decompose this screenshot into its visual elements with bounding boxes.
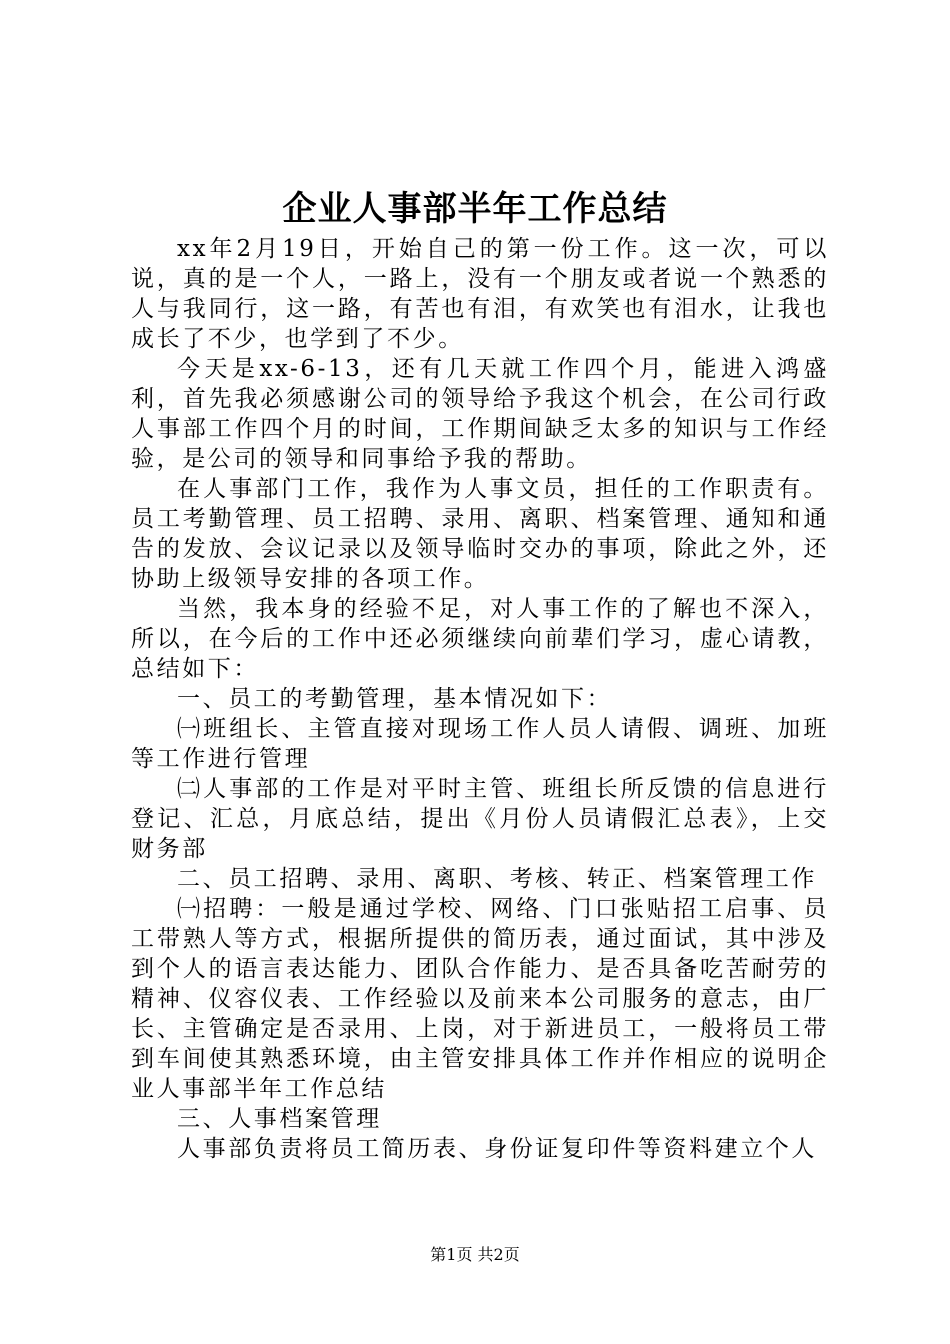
paragraph: 人事部负责将员工简历表、身份证复印件等资料建立个人 xyxy=(177,1136,817,1162)
section-heading: 三、人事档案管理 xyxy=(177,1106,382,1132)
document-title: 企业人事部半年工作总结 xyxy=(282,189,668,229)
document-body xyxy=(131,234,829,1164)
paragraph: ㈠班组长、主管直接对现场工作人员人请假、调班、加班等工作进行管理 xyxy=(131,716,829,772)
paragraph: 当然，我本身的经验不足，对人事工作的了解也不深入，所以，在今后的工作中还必须继续向前辈们学习，虚心请教，总结如下： xyxy=(131,596,829,682)
paragraph: ㈠招聘：一般是通过学校、网络、门口张贴招工启事、员工带熟人等方式，根据所提供的简历表，通过面试，其中涉及到个人的语言表达能力、团队合作能力、是否具备吃苦耐劳的精神、仪容仪表、工作经验以及前来本公司服务的意志，由厂长、主管确定是否录用、上岗，对于新进员工，一般将员工带到车间使其熟悉环境，由主管安排具体工作并作相应的说明企业人事部半年工作总结 xyxy=(131,896,829,1102)
section-heading: 二、员工招聘、录用、离职、考核、转正、档案管理工作 xyxy=(177,866,817,892)
paragraph: xx年2月19日，开始自己的第一份工作。这一次，可以说，真的是一个人，一路上，没有一个朋友或者说一个熟悉的人与我同行，这一路，有苦也有泪，有欢笑也有泪水，让我也成长了不少，也学到了不少。 xyxy=(131,236,829,352)
paragraph: 在人事部门工作，我作为人事文员，担任的工作职责有。员工考勤管理、员工招聘、录用、离职、档案管理、通知和通告的发放、会议记录以及领导临时交办的事项，除此之外，还协助上级领导安排的各项工作。 xyxy=(131,476,829,592)
page-footer: 第1页 共2页 xyxy=(430,1245,520,1264)
paragraph: ㈡人事部的工作是对平时主管、班组长所反馈的信息进行登记、汇总，月底总结，提出《月份人员请假汇总表》，上交财务部 xyxy=(131,776,829,862)
section-heading: 一、员工的考勤管理，基本情况如下： xyxy=(177,686,613,712)
paragraph: 今天是xx-6-13，还有几天就工作四个月，能进入鸿盛利，首先我必须感谢公司的领导给予我这个机会，在公司行政人事部工作四个月的时间，工作期间缺乏太多的知识与工作经验，是公司的领导和同事给予我的帮助。 xyxy=(131,356,829,472)
